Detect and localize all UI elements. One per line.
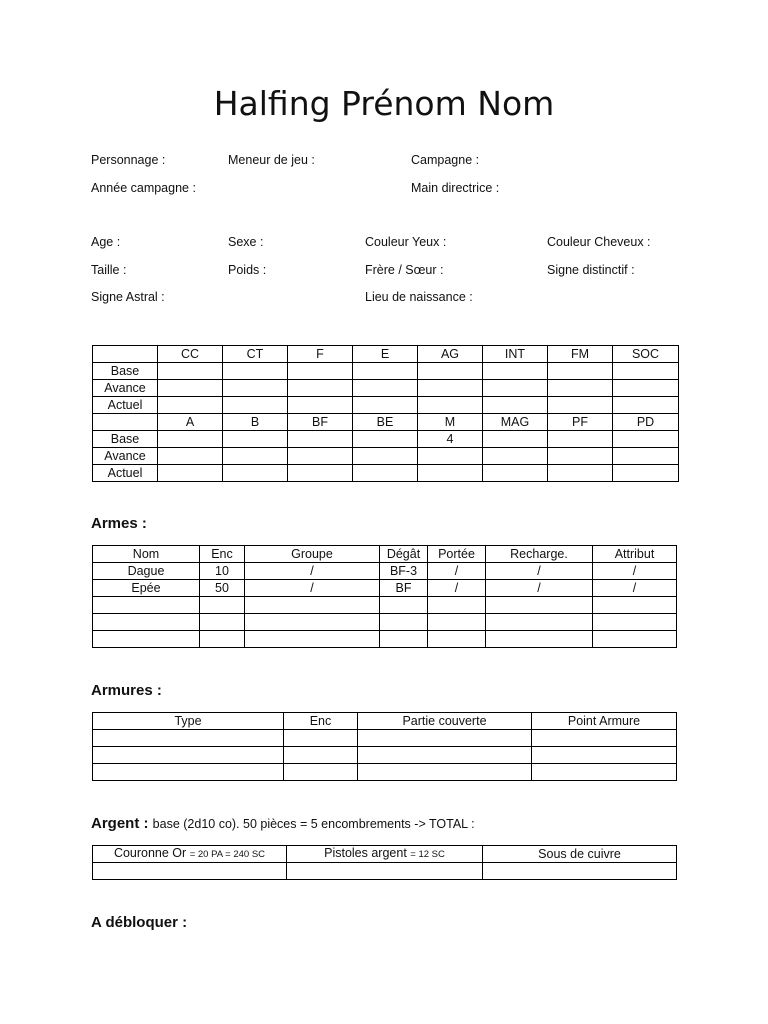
armures-cell[interactable]	[284, 764, 358, 781]
label-cheveux: Couleur Cheveux :	[547, 235, 651, 249]
table-row	[93, 747, 677, 764]
armes-cell[interactable]: /	[486, 563, 593, 580]
armes-cell[interactable]	[200, 631, 245, 648]
stats-cell[interactable]	[288, 448, 353, 465]
stats-header-row	[93, 346, 679, 363]
armures-cell[interactable]	[93, 730, 284, 747]
armures-cell[interactable]	[358, 747, 532, 764]
stats-cell[interactable]	[548, 465, 613, 482]
page-title: Halfing Prénom Nom	[213, 84, 555, 123]
stats-cell[interactable]	[613, 431, 679, 448]
table-row	[93, 580, 677, 597]
stats-cell[interactable]	[223, 380, 288, 397]
label-taille: Taille :	[91, 263, 127, 277]
armures-cell[interactable]	[284, 730, 358, 747]
label-sexe: Sexe :	[228, 235, 264, 249]
label-campagne: Campagne :	[411, 153, 480, 167]
stats-header-cell: AG	[418, 346, 483, 363]
stats-cell[interactable]	[223, 431, 288, 448]
armes-cell[interactable]: /	[593, 563, 677, 580]
label-signe-distinctif: Signe distinctif :	[547, 263, 635, 277]
armures-header-row	[93, 713, 677, 730]
table-row	[93, 764, 677, 781]
stats-cell[interactable]	[548, 363, 613, 380]
stats-cell[interactable]	[288, 431, 353, 448]
label-annee: Année campagne :	[91, 181, 196, 195]
label-personnage: Personnage :	[91, 153, 166, 167]
stats-header-cell: PF	[548, 414, 613, 431]
armes-cell[interactable]	[486, 597, 593, 614]
table-row	[93, 465, 679, 482]
armes-cell[interactable]	[93, 631, 200, 648]
table-row	[93, 730, 677, 747]
armes-header-cell: Attribut	[593, 546, 677, 563]
stats-cell[interactable]	[288, 380, 353, 397]
stats-cell[interactable]	[613, 363, 679, 380]
table-row	[93, 431, 679, 448]
table-row	[93, 397, 679, 414]
armes-cell[interactable]: 10	[200, 563, 245, 580]
armes-cell[interactable]	[93, 614, 200, 631]
stats-cell[interactable]	[158, 380, 223, 397]
stats-cell[interactable]	[613, 448, 679, 465]
label-age: Age :	[91, 235, 121, 249]
stats-header-cell: F	[288, 346, 353, 363]
armures-cell[interactable]	[532, 764, 677, 781]
armes-cell[interactable]: /	[245, 563, 380, 580]
stats-header-row	[93, 414, 679, 431]
stats-header-cell: E	[353, 346, 418, 363]
armures-table	[92, 712, 677, 781]
armes-cell[interactable]	[486, 631, 593, 648]
stats-cell[interactable]	[483, 465, 548, 482]
stats-cell[interactable]	[353, 431, 418, 448]
stats-cell[interactable]	[223, 397, 288, 414]
stats-cell[interactable]	[288, 397, 353, 414]
label-signe-astral: Signe Astral :	[91, 290, 165, 304]
armures-header-cell: Enc	[284, 713, 358, 730]
argent-value-pistoles[interactable]	[287, 863, 483, 880]
stats-cell[interactable]	[223, 465, 288, 482]
label-yeux: Couleur Yeux :	[365, 235, 447, 249]
stats-cell[interactable]	[353, 397, 418, 414]
armes-cell[interactable]	[380, 597, 428, 614]
armures-cell[interactable]	[532, 730, 677, 747]
label-lieu: Lieu de naissance :	[365, 290, 473, 304]
argent-value-sous[interactable]	[483, 863, 677, 880]
armes-cell[interactable]	[486, 614, 593, 631]
stats-header-cell: M	[418, 414, 483, 431]
stats-header-cell: BE	[353, 414, 418, 431]
stats-cell[interactable]	[288, 363, 353, 380]
armes-cell[interactable]: Dague	[93, 563, 200, 580]
armes-cell[interactable]	[593, 597, 677, 614]
stats-cell[interactable]	[223, 363, 288, 380]
armes-cell[interactable]	[200, 614, 245, 631]
armes-title: Armes :	[91, 515, 147, 532]
stats-cell[interactable]	[613, 397, 679, 414]
armes-cell[interactable]: /	[593, 580, 677, 597]
stats-cell[interactable]	[158, 448, 223, 465]
stats-cell[interactable]	[158, 397, 223, 414]
armes-cell[interactable]: 50	[200, 580, 245, 597]
armes-cell[interactable]	[428, 597, 486, 614]
armes-cell[interactable]	[245, 631, 380, 648]
armures-header-cell: Point Armure	[532, 713, 677, 730]
argent-header-pistoles: Pistoles argent = 12 SC	[287, 846, 483, 863]
stats-cell[interactable]	[548, 397, 613, 414]
stats-cell[interactable]	[548, 380, 613, 397]
stats-cell[interactable]	[418, 380, 483, 397]
armures-cell[interactable]	[284, 747, 358, 764]
stats-cell[interactable]	[418, 448, 483, 465]
stats-header-cell: CC	[158, 346, 223, 363]
armes-cell[interactable]	[245, 597, 380, 614]
argent-title-text: Argent :	[91, 815, 149, 832]
stats-cell[interactable]	[418, 397, 483, 414]
stats-cell: Actuel	[93, 397, 158, 414]
stats-cell[interactable]	[158, 465, 223, 482]
stats-header-cell: A	[158, 414, 223, 431]
stats-cell[interactable]	[418, 465, 483, 482]
argent-subtitle: base (2d10 co). 50 pièces = 5 encombrements -> TOTAL :	[152, 817, 475, 831]
stats-cell[interactable]	[353, 465, 418, 482]
armes-header-cell: Enc	[200, 546, 245, 563]
armures-cell[interactable]	[93, 764, 284, 781]
armures-title: Armures :	[91, 682, 162, 699]
armes-cell[interactable]: /	[428, 580, 486, 597]
armes-cell[interactable]	[93, 597, 200, 614]
stats-cell[interactable]	[483, 431, 548, 448]
armes-cell[interactable]	[593, 614, 677, 631]
stats-header-cell: MAG	[483, 414, 548, 431]
armures-cell[interactable]	[358, 764, 532, 781]
stats-cell[interactable]	[613, 465, 679, 482]
armes-cell[interactable]: BF-3	[380, 563, 428, 580]
armes-header-cell: Nom	[93, 546, 200, 563]
stats-header-cell: INT	[483, 346, 548, 363]
armures-header-cell: Partie couverte	[358, 713, 532, 730]
argent-value-couronne[interactable]	[93, 863, 287, 880]
armures-header-cell: Type	[93, 713, 284, 730]
stats-header-cell: FM	[548, 346, 613, 363]
stats-cell[interactable]	[418, 363, 483, 380]
stats-header-cell: SOC	[613, 346, 679, 363]
stats-cell[interactable]	[548, 431, 613, 448]
armures-cell[interactable]	[93, 747, 284, 764]
table-row	[93, 597, 677, 614]
armes-cell[interactable]: Epée	[93, 580, 200, 597]
stats-header-cell	[93, 414, 158, 431]
armes-header-cell: Dégât	[380, 546, 428, 563]
stats-cell[interactable]	[353, 380, 418, 397]
armes-cell[interactable]: BF	[380, 580, 428, 597]
stats-cell: Base	[93, 431, 158, 448]
stats-cell: Avance	[93, 380, 158, 397]
stats-cell[interactable]	[483, 380, 548, 397]
stats-cell[interactable]	[158, 431, 223, 448]
stats-cell[interactable]	[483, 397, 548, 414]
stats-header-cell	[93, 346, 158, 363]
label-frere: Frère / Sœur :	[365, 263, 444, 277]
stats-header-cell: PD	[613, 414, 679, 431]
armes-header-row	[93, 546, 677, 563]
armes-cell[interactable]: /	[245, 580, 380, 597]
stats-cell[interactable]	[353, 363, 418, 380]
stats-cell: Actuel	[93, 465, 158, 482]
stats-cell[interactable]: 4	[418, 431, 483, 448]
armes-header-cell: Portée	[428, 546, 486, 563]
stats-cell[interactable]	[288, 465, 353, 482]
stats-header-cell: BF	[288, 414, 353, 431]
stats-table	[92, 345, 679, 482]
stats-header-cell: B	[223, 414, 288, 431]
argent-header-sous: Sous de cuivre	[483, 846, 677, 863]
armes-cell[interactable]	[593, 631, 677, 648]
armes-cell[interactable]	[428, 614, 486, 631]
armes-header-cell: Groupe	[245, 546, 380, 563]
armes-cell[interactable]: /	[428, 563, 486, 580]
stats-cell[interactable]	[158, 363, 223, 380]
table-row	[93, 380, 679, 397]
label-poids: Poids :	[228, 263, 267, 277]
armes-cell[interactable]	[245, 614, 380, 631]
armures-cell[interactable]	[358, 730, 532, 747]
debloquer-title: A débloquer :	[91, 914, 188, 931]
table-row	[93, 631, 677, 648]
armes-header-cell: Recharge.	[486, 546, 593, 563]
armes-table	[92, 545, 677, 648]
armures-cell[interactable]	[532, 747, 677, 764]
stats-cell: Base	[93, 363, 158, 380]
armes-cell[interactable]	[380, 631, 428, 648]
table-row	[93, 363, 679, 380]
table-row	[93, 614, 677, 631]
stats-cell[interactable]	[223, 448, 288, 465]
stats-header-cell: CT	[223, 346, 288, 363]
stats-cell[interactable]	[353, 448, 418, 465]
armes-cell[interactable]	[200, 597, 245, 614]
stats-cell[interactable]	[613, 380, 679, 397]
stats-cell[interactable]	[483, 363, 548, 380]
stats-cell[interactable]	[483, 448, 548, 465]
argent-title	[91, 815, 475, 832]
label-meneur: Meneur de jeu :	[228, 153, 315, 167]
stats-cell: Avance	[93, 448, 158, 465]
argent-table	[92, 845, 677, 880]
table-row	[93, 448, 679, 465]
armes-cell[interactable]: /	[486, 580, 593, 597]
label-main: Main directrice :	[411, 181, 500, 195]
armes-cell[interactable]	[380, 614, 428, 631]
armes-cell[interactable]	[428, 631, 486, 648]
argent-header-couronne: Couronne Or = 20 PA = 240 SC	[93, 846, 287, 863]
stats-cell[interactable]	[548, 448, 613, 465]
table-row	[93, 563, 677, 580]
